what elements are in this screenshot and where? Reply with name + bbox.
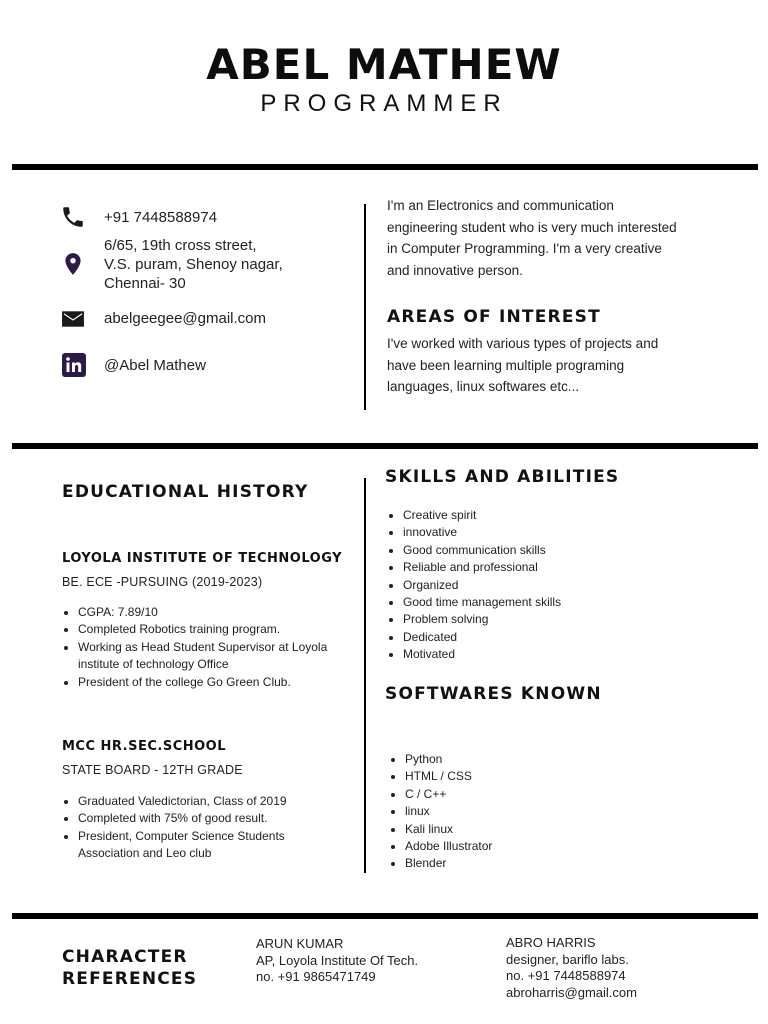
list-item: • Organized bbox=[403, 577, 677, 594]
reference-email[interactable]: abroharris@gmail.com bbox=[506, 985, 637, 1001]
list-item: • President, Computer Science Students Association and Leo club bbox=[78, 828, 337, 863]
list-item: • Working as Head Student Supervisor at Loyola institute of technology Office bbox=[78, 639, 337, 674]
linkedin-icon[interactable] bbox=[62, 353, 86, 382]
software-list bbox=[389, 751, 679, 873]
vertical-divider bbox=[364, 478, 366, 873]
reference-title: AP, Loyola Institute Of Tech. bbox=[256, 952, 419, 968]
list-item: • Python bbox=[405, 751, 679, 768]
list-item: • Completed with 75% of good result. bbox=[78, 810, 337, 827]
references-heading-line: CHARACTER bbox=[62, 947, 188, 967]
list-item: • Graduated Valedictorian, Class of 2019 bbox=[78, 793, 337, 810]
school-points bbox=[62, 604, 337, 691]
resume-role: PROGRAMMER bbox=[260, 90, 508, 117]
vertical-divider bbox=[364, 204, 366, 410]
reference-name: ARUN KUMAR bbox=[256, 936, 344, 951]
references-heading-line: REFERENCES bbox=[62, 969, 198, 989]
interests-heading: AREAS OF INTEREST bbox=[387, 307, 601, 327]
linkedin-text[interactable]: @Abel Mathew bbox=[104, 357, 206, 374]
reference-card bbox=[506, 935, 637, 1002]
list-item: • linux bbox=[405, 803, 679, 820]
list-item: • Kali linux bbox=[405, 821, 679, 838]
skills-list bbox=[387, 507, 677, 664]
phone-icon bbox=[60, 204, 86, 235]
list-item: • Creative spirit bbox=[403, 507, 677, 524]
school-points bbox=[62, 793, 337, 863]
address-text bbox=[104, 236, 283, 293]
skills-heading: SKILLS AND ABILITIES bbox=[385, 467, 620, 487]
school-program: STATE BOARD - 12TH GRADE bbox=[62, 763, 243, 777]
section-divider bbox=[12, 443, 758, 449]
location-pin-icon bbox=[60, 251, 86, 282]
reference-title: designer, bariflo labs. bbox=[506, 951, 629, 967]
reference-phone: no. +91 7448588974 bbox=[506, 968, 626, 984]
address-line: 6/65, 19th cross street, bbox=[104, 237, 257, 254]
email-text[interactable]: abelgeegee@gmail.com bbox=[104, 310, 266, 327]
address-line: V.S. puram, Shenoy nagar, bbox=[104, 256, 283, 273]
about-paragraph: I'm an Electronics and communication engineering student who is very much interested in Computer Programming. I'm a very creative and innovative person. bbox=[387, 198, 677, 278]
software-heading: SOFTWARES KNOWN bbox=[385, 684, 602, 704]
education-heading: EDUCATIONAL HISTORY bbox=[62, 482, 309, 502]
list-item: • Motivated bbox=[403, 646, 677, 663]
header-divider bbox=[12, 164, 758, 170]
footer-divider bbox=[12, 913, 758, 919]
list-item: • President of the college Go Green Club. bbox=[78, 674, 337, 691]
interests-paragraph: I've worked with various types of projects and have been learning multiple programing languages, linux softwares etc... bbox=[387, 336, 659, 394]
list-item: • innovative bbox=[403, 524, 677, 541]
list-item: • Adobe Illustrator bbox=[405, 838, 679, 855]
list-item: • Dedicated bbox=[403, 629, 677, 646]
school-name: LOYOLA INSTITUTE OF TECHNOLOGY bbox=[62, 551, 342, 566]
phone-text: +91 7448588974 bbox=[104, 209, 218, 226]
list-item: • HTML / CSS bbox=[405, 768, 679, 785]
references-heading bbox=[62, 946, 197, 990]
reference-phone: no. +91 9865471749 bbox=[256, 969, 376, 985]
reference-card bbox=[256, 936, 418, 986]
list-item: • CGPA: 7.89/10 bbox=[78, 604, 337, 621]
school-program: BE. ECE -PURSUING (2019-2023) bbox=[62, 575, 263, 589]
reference-name: ABRO HARRIS bbox=[506, 935, 596, 950]
list-item: • Blender bbox=[405, 855, 679, 872]
list-item: • C / C++ bbox=[405, 786, 679, 803]
list-item: • Reliable and professional bbox=[403, 559, 677, 576]
school-name: MCC HR.SEC.SCHOOL bbox=[62, 739, 227, 754]
address-line: Chennai- 30 bbox=[104, 275, 186, 292]
list-item: • Completed Robotics training program. bbox=[78, 621, 337, 638]
list-item: • Problem solving bbox=[403, 611, 677, 628]
resume-name: ABEL MATHEW bbox=[206, 40, 562, 89]
mail-icon bbox=[60, 306, 86, 337]
list-item: • Good communication skills bbox=[403, 542, 677, 559]
list-item: • Good time management skills bbox=[403, 594, 677, 611]
